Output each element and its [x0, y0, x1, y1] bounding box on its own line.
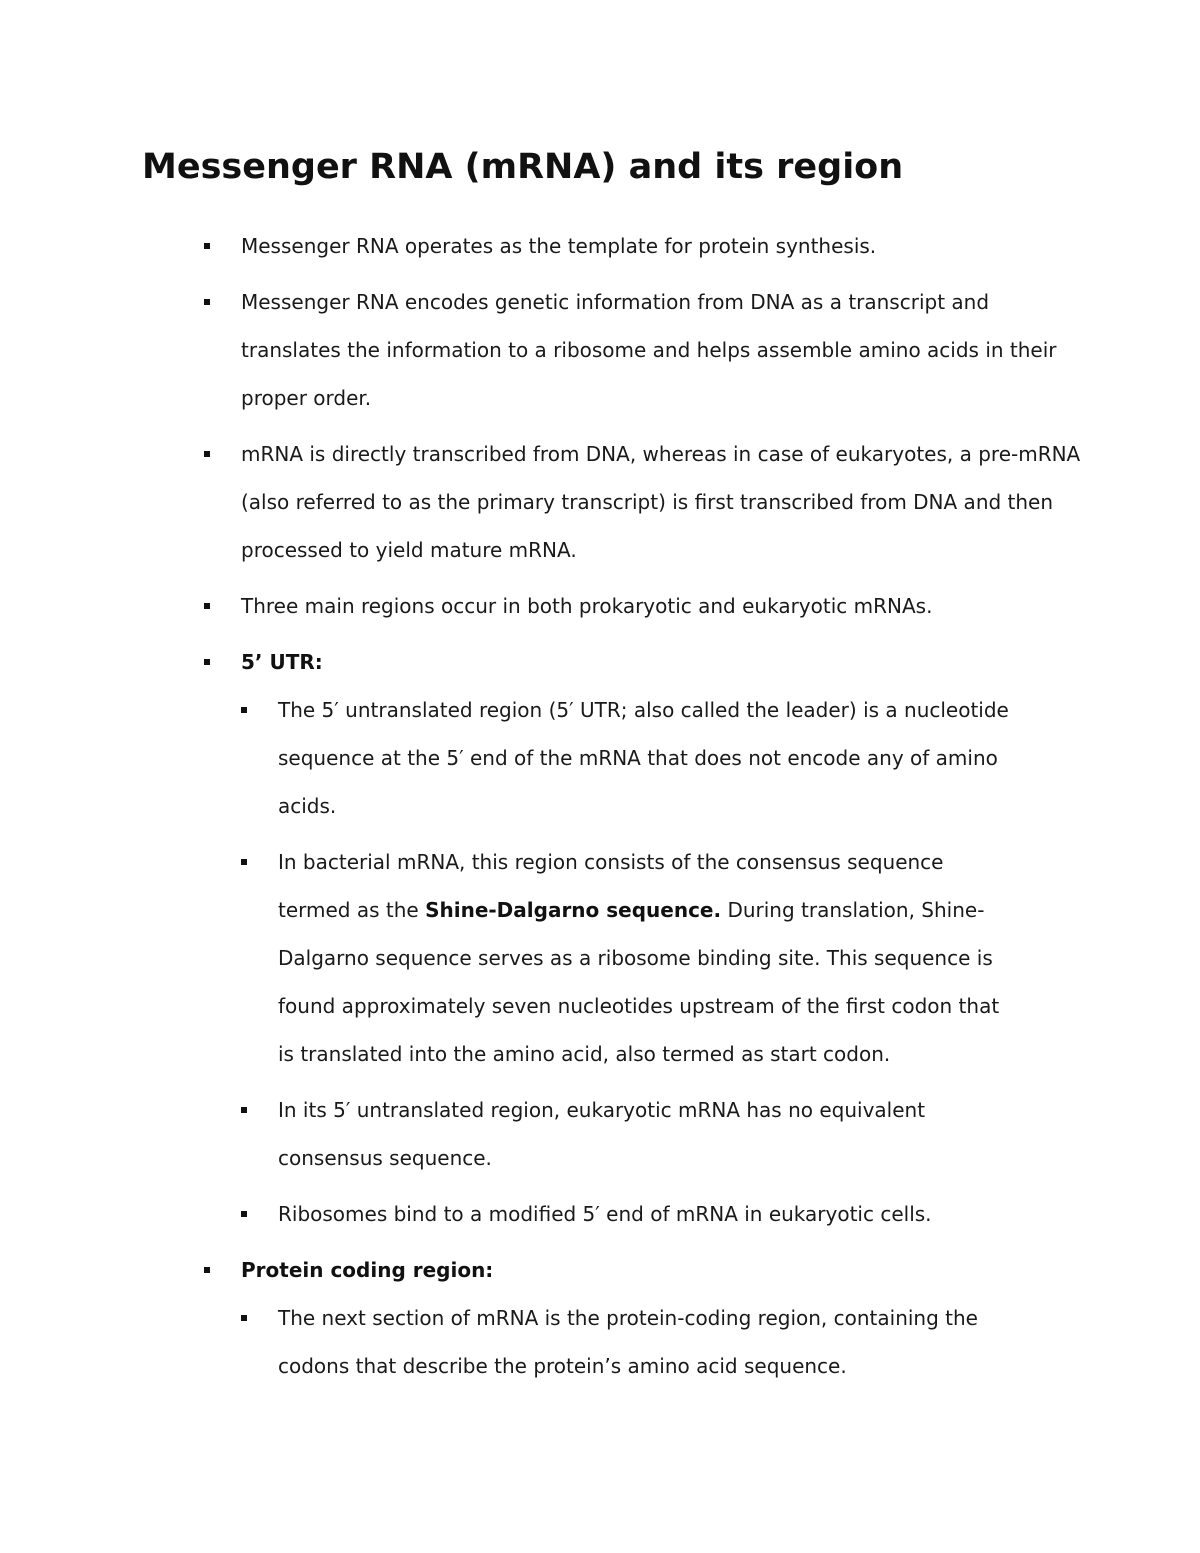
- section-5-utr: [204, 638, 1084, 1238]
- square-bullet-icon: [241, 1315, 247, 1321]
- list-item: [204, 582, 1084, 630]
- list-item-text: Three main regions occur in both prokaryotic and eukaryotic mRNAs.: [241, 594, 933, 618]
- shine-dalgarno-term: Shine-Dalgarno sequence.: [425, 898, 722, 922]
- sub-list-item-text: The 5′ untranslated region (5′ UTR; also called the leader) is a nucleotide sequence at the 5′ end of the mRNA that does not encode any of amino acids.: [278, 698, 1009, 818]
- square-bullet-icon: [204, 243, 210, 249]
- square-bullet-icon: [241, 1211, 247, 1217]
- sub-list-item: [241, 1294, 1021, 1390]
- sub-list-item-text: The next section of mRNA is the protein-coding region, containing the codons that describe the protein’s amino acid sequence.: [278, 1306, 978, 1378]
- square-bullet-icon: [204, 659, 210, 665]
- square-bullet-icon: [204, 1267, 210, 1273]
- sub-list-item: [241, 1086, 1021, 1182]
- list-item: [204, 430, 1084, 574]
- square-bullet-icon: [204, 603, 210, 609]
- section-heading: Protein coding region:: [241, 1258, 494, 1282]
- square-bullet-icon: [204, 451, 210, 457]
- square-bullet-icon: [204, 299, 210, 305]
- page-title: Messenger RNA (mRNA) and its region: [142, 147, 904, 187]
- list-item-text: Messenger RNA encodes genetic information from DNA as a transcript and translates the information to a ribosome and helps assemble amino acids in their proper order.: [241, 290, 1057, 410]
- list-item: [204, 278, 1084, 422]
- list-item-text: mRNA is directly transcribed from DNA, whereas in case of eukaryotes, a pre-mRNA (also referred to as the primary transcript) is first transcribed from DNA and then processed to yield mature mRNA.: [241, 442, 1081, 562]
- coding-sub-list: [241, 1294, 1021, 1390]
- sub-list-item-text-before: In bacterial mRNA, this region consists of the consensus sequence termed as the: [278, 850, 944, 922]
- section-heading: 5’ UTR:: [241, 650, 323, 674]
- sub-list-item-text: Ribosomes bind to a modified 5′ end of mRNA in eukaryotic cells.: [278, 1202, 932, 1226]
- list-item: [204, 222, 1084, 270]
- section-protein-coding: [204, 1246, 1084, 1390]
- square-bullet-icon: [241, 1107, 247, 1113]
- sub-list-item-text: In its 5′ untranslated region, eukaryotic mRNA has no equivalent consensus sequence.: [278, 1098, 926, 1170]
- main-bullet-list: [204, 222, 1084, 1398]
- square-bullet-icon: [241, 707, 247, 713]
- utr-sub-list: [241, 686, 1021, 1238]
- sub-list-item: [241, 838, 1021, 1078]
- sub-list-item-text-after: During translation, Shine-Dalgarno sequence serves as a ribosome binding site. This sequence is found approximately seven nucleotides upstream of the first codon that is translated into the amino acid, also termed as start codon.: [278, 898, 1000, 1066]
- square-bullet-icon: [241, 859, 247, 865]
- sub-list-item: [241, 1190, 1021, 1238]
- sub-list-item: [241, 686, 1021, 830]
- list-item-text: Messenger RNA operates as the template for protein synthesis.: [241, 234, 877, 258]
